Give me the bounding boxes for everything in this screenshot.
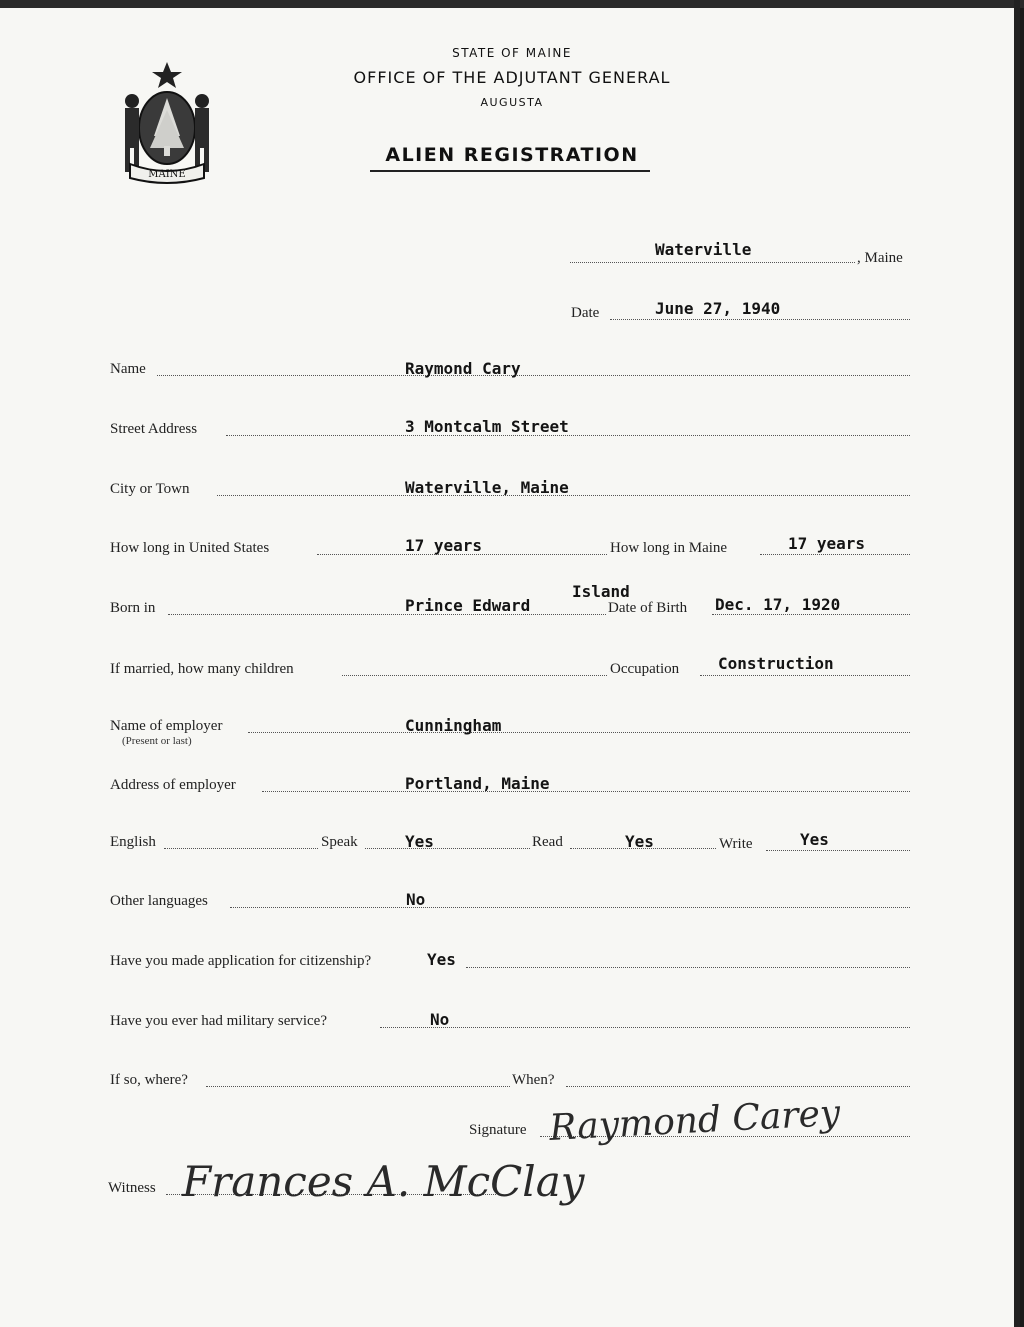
- citizenship-line: [466, 967, 910, 968]
- write-line: [766, 850, 910, 851]
- date-label: Date: [571, 305, 600, 321]
- name-line: [157, 375, 910, 376]
- employer-address-line: [262, 791, 910, 792]
- header-city: AUGUSTA: [480, 96, 544, 109]
- employer-label: Name of employer: [110, 718, 223, 734]
- other-languages-label: Other languages: [110, 893, 208, 909]
- military-line: [380, 1027, 910, 1028]
- scan-edge-top: [0, 0, 1024, 8]
- occupation-value: Construction: [718, 654, 834, 673]
- witness-label: Witness: [108, 1180, 156, 1196]
- name-value: Raymond Cary: [405, 359, 521, 378]
- speak-line: [365, 848, 530, 849]
- signature-image: [540, 1092, 880, 1166]
- other-languages-line: [230, 907, 910, 908]
- english-label: English: [110, 834, 156, 850]
- svg-text:Raymond Carey: Raymond Carey: [548, 1092, 842, 1149]
- us-years-value: 17 years: [405, 536, 483, 555]
- other-languages-value: No: [406, 890, 426, 909]
- witness-signature-image: [168, 1140, 585, 1250]
- city-label: City or Town: [110, 481, 190, 497]
- city-value: Waterville, Maine: [405, 478, 569, 497]
- street-value: 3 Montcalm Street: [405, 417, 569, 436]
- occupation-label: Occupation: [610, 661, 680, 677]
- when-label: When?: [512, 1072, 555, 1088]
- write-label: Write: [719, 836, 753, 852]
- born-label: Born in: [110, 600, 156, 616]
- children-line: [342, 675, 607, 676]
- speak-value: Yes: [405, 832, 434, 851]
- title-underline: [370, 170, 650, 172]
- english-line: [164, 848, 318, 849]
- employer-sublabel: (Present or last): [122, 735, 192, 747]
- maine-years-line: [760, 554, 910, 555]
- svg-text:MAINE: MAINE: [148, 169, 186, 180]
- military-value: No: [430, 1010, 450, 1029]
- maine-years-value: 17 years: [788, 534, 866, 553]
- citizenship-value: Yes: [427, 950, 456, 969]
- dob-line: [712, 614, 910, 615]
- when-line: [566, 1086, 910, 1087]
- employer-line: [248, 732, 910, 733]
- place-value: Waterville: [655, 240, 752, 259]
- occupation-line: [700, 675, 910, 676]
- children-label: If married, how many children: [110, 661, 294, 677]
- street-label: Street Address: [110, 421, 198, 437]
- date-value: June 27, 1940: [655, 299, 781, 318]
- employer-address-value: Portland, Maine: [405, 774, 550, 793]
- born-value-island: Island: [572, 582, 630, 601]
- employer-value: Cunningham: [405, 716, 502, 735]
- where-label: If so, where?: [110, 1072, 188, 1088]
- signature-label: Signature: [469, 1122, 527, 1138]
- write-value: Yes: [800, 830, 829, 849]
- name-label: Name: [110, 361, 146, 377]
- place-line: [570, 262, 855, 263]
- born-value: Prince Edward: [405, 596, 531, 615]
- dob-value: Dec. 17, 1920: [715, 595, 841, 614]
- place-suffix: , Maine: [857, 250, 903, 266]
- header-state: STATE OF MAINE: [452, 46, 572, 60]
- where-line: [206, 1086, 510, 1087]
- maine-years-label: How long in Maine: [610, 540, 728, 556]
- svg-text:Frances A. McClay: Frances A. McClay: [182, 1157, 585, 1206]
- date-line: [610, 319, 910, 320]
- military-label: Have you ever had military service?: [110, 1013, 327, 1029]
- read-label: Read: [532, 834, 563, 850]
- citizenship-label: Have you made application for citizenship?: [110, 953, 372, 969]
- us-years-label: How long in United States: [110, 540, 270, 556]
- scan-edge-right: [1014, 0, 1020, 1327]
- employer-address-label: Address of employer: [110, 777, 236, 793]
- speak-label: Speak: [321, 834, 358, 850]
- dob-label: Date of Birth: [608, 600, 688, 616]
- read-value: Yes: [625, 832, 654, 851]
- form-title: ALIEN REGISTRATION: [385, 144, 639, 166]
- header-office: OFFICE OF THE ADJUTANT GENERAL: [353, 68, 671, 87]
- born-line: [168, 614, 606, 615]
